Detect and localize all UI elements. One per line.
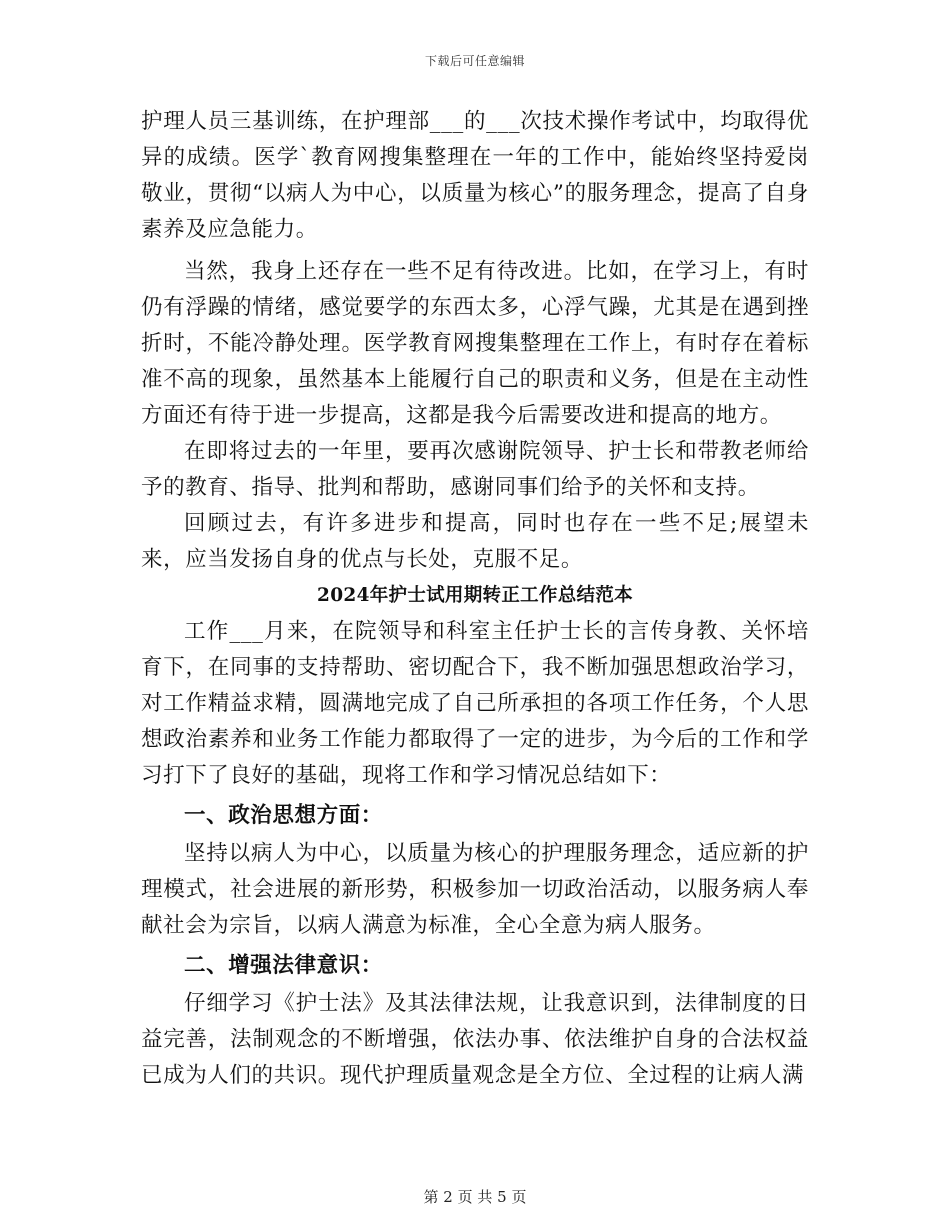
- paragraph-political-thought: 坚持以病人为中心，以质量为核心的护理服务理念，适应新的护理模式，社会进展的新形势，积极参加一切政治活动，以服务病人奉献社会为宗旨，以病人满意为标准，全心全意为病人服务。: [141, 841, 809, 938]
- paragraph-legal-awareness: 仔细学习《护士法》及其法律法规，让我意识到，法律制度的日益完善，法制观念的不断增强，依法办事、依法维护自身的合法权益已成为人们的共识。现代护理质量观念是全方位、全过程的让病人满: [141, 991, 809, 1088]
- paragraph-review: 回顾过去，有许多进步和提高，同时也存在一些不足;展望未来，应当发扬自身的优点与长处，克服不足。: [141, 511, 809, 572]
- paragraph-thanks: 在即将过去的一年里，要再次感谢院领导、护士长和带教老师给予的教育、指导、批判和帮助，感谢同事们给予的关怀和支持。: [141, 439, 809, 500]
- paragraph-intro: 工作___月来，在院领导和科室主任护士长的言传身教、关怀培育下，在同事的支持帮助、密切配合下，我不断加强思想政治学习，对工作精益求精，圆满地完成了自己所承担的各项工作任务，个人思想政治素养和业务工作能力都取得了一定的进步，为今后的工作和学习打下了良好的基础，现将工作和学习情况总结如下：: [141, 619, 809, 788]
- section-title: 2024年护士试用期转正工作总结范本: [317, 585, 633, 606]
- paragraph-shortcomings: 当然，我身上还存在一些不足有待改进。比如，在学习上，有时仍有浮躁的情绪，感觉要学的东西太多，心浮气躁，尤其是在遇到挫折时，不能冷静处理。医学教育网搜集整理在工作上，有时存在着标准不高的现象，虽然基本上能履行自己的职责和义务，但是在主动性方面还有待于进一步提高，这都是我今后需要改进和提高的地方。: [141, 259, 809, 428]
- document-body: [141, 104, 809, 1094]
- heading-political-thought: 一、政治思想方面：: [184, 803, 383, 828]
- page-header: 下载后可任意编辑: [424, 54, 525, 68]
- heading-legal-awareness: 二、增强法律意识：: [184, 953, 383, 978]
- page-footer: 第 2 页 共 5 页: [423, 1188, 527, 1206]
- paragraph-continued: 护理人员三基训练，在护理部___的___次技术操作考试中，均取得优异的成绩。医学`教育网搜集整理在一年的工作中，能始终坚持爱岗敬业，贯彻“以病人为中心，以质量为核心”的服务理念，提高了自身素养及应急能力。: [141, 109, 809, 242]
